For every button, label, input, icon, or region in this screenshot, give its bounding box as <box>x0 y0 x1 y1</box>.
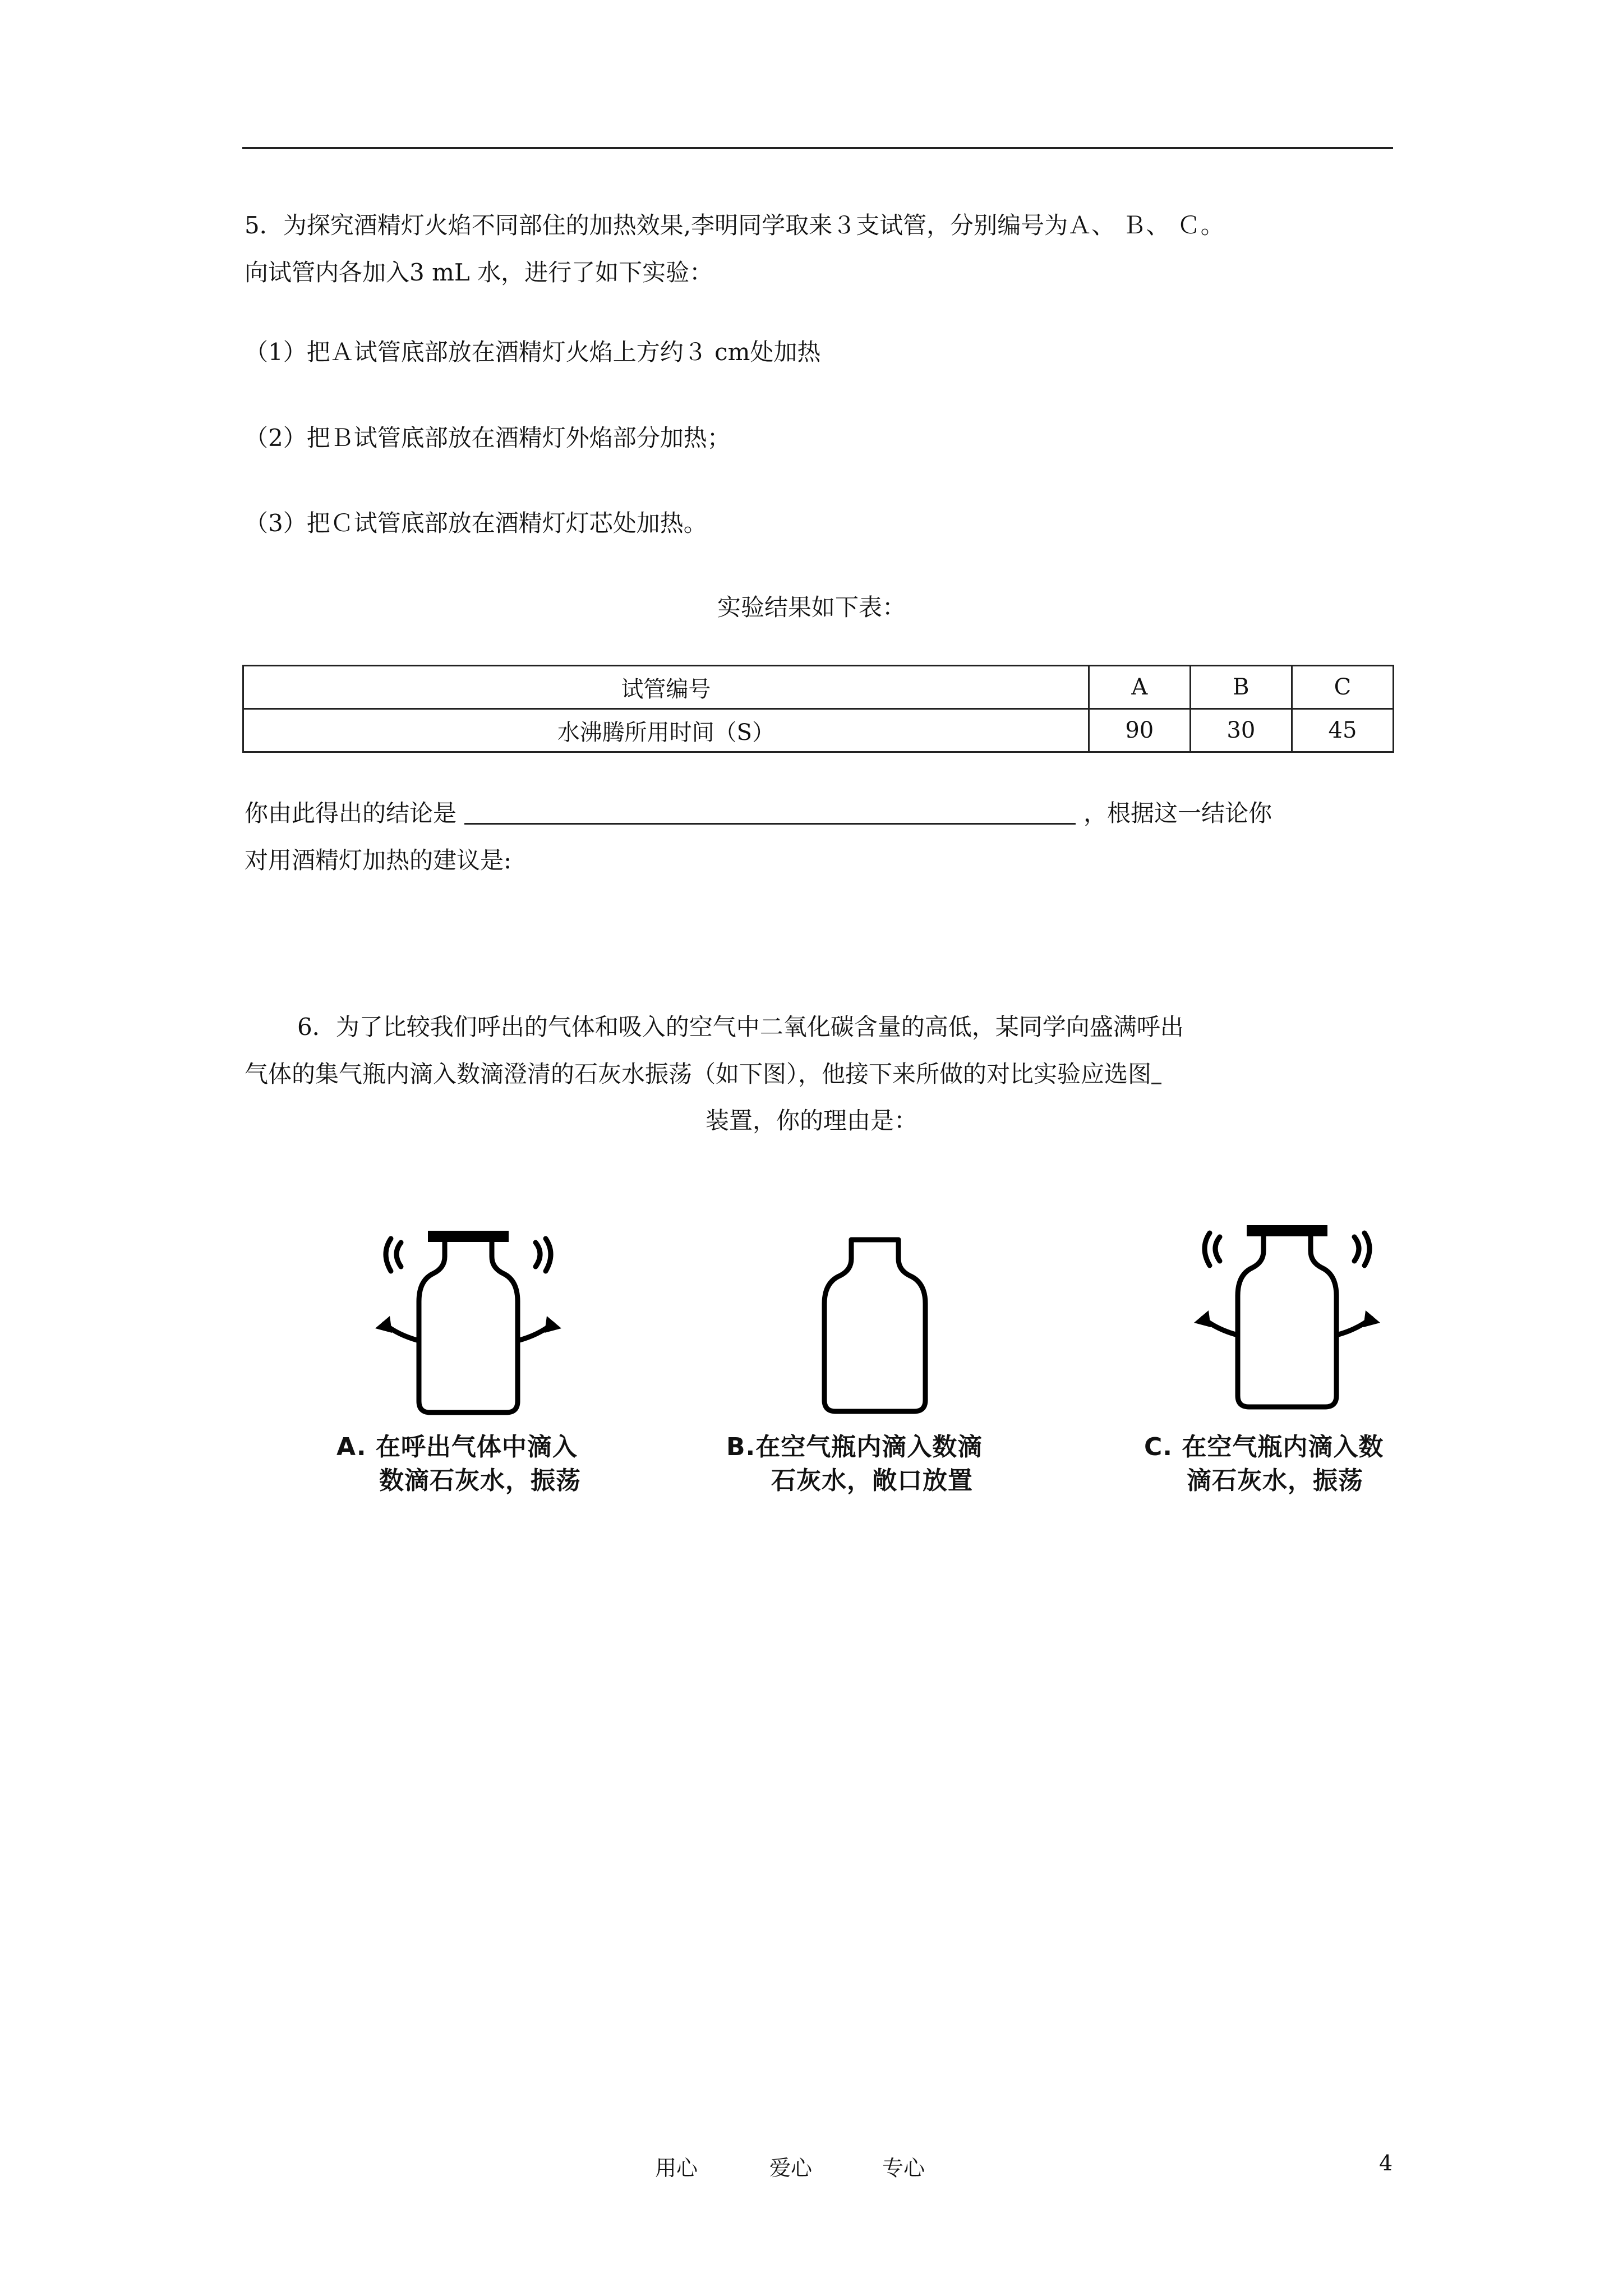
table-cell: B <box>1190 666 1292 709</box>
shaken-capped-bottle-icon <box>367 1223 569 1425</box>
q6-line3: 装置，你的理由是： <box>705 1107 917 1134</box>
shaken-capped-bottle-icon <box>1186 1217 1388 1419</box>
q5-step1: （1）把Ａ试管底部放在酒精灯火焰上方约３ cm处加热 <box>245 338 821 366</box>
open-bottle-icon <box>808 1223 942 1425</box>
q5-conclusion-line <box>245 792 1272 835</box>
table-cell: 90 <box>1089 709 1190 752</box>
figure-a <box>367 1223 569 1425</box>
q5-step2: （2）把Ｂ试管底部放在酒精灯外焰部分加热； <box>245 424 731 452</box>
figure-c-caption-line1: C. 在空气瓶内滴入数 <box>1144 1433 1384 1461</box>
conclusion-tail: ，根据这一结论你 <box>1083 799 1272 827</box>
q5-line1: 5．为探究酒精灯火焰不同部住的加热效果,李明同学取来３支试管，分别编号为Ａ、 Ｂ、 Ｃ。 <box>245 211 1224 239</box>
header-rule <box>242 147 1393 149</box>
results-table <box>242 665 1394 753</box>
figure-a-caption-line2: 数滴石灰水，振荡 <box>379 1466 581 1495</box>
table-intro: 实验结果如下表： <box>717 593 906 621</box>
q5-step3: （3）把Ｃ试管底部放在酒精灯灯芯处加热。 <box>245 509 707 537</box>
table-cell: 水沸腾所用时间（S） <box>243 709 1089 752</box>
table-cell: 30 <box>1190 709 1292 752</box>
table-cell: 45 <box>1292 709 1393 752</box>
table-cell: 试管编号 <box>243 666 1089 709</box>
figure-b-caption-line1: B.在空气瓶内滴入数滴 <box>726 1433 983 1461</box>
footer-motto-3: 专心 <box>882 2156 925 2180</box>
page-number: 4 <box>1379 2151 1393 2175</box>
figure-choice-blank[interactable] <box>1151 1058 1161 1084</box>
footer-motto-2: 爱心 <box>769 2156 813 2180</box>
figure-b-caption-line2: 石灰水，敞口放置 <box>771 1466 973 1495</box>
table-row <box>243 709 1394 752</box>
table-row <box>243 666 1394 709</box>
q5-line2: 向试管内各加入3 mL 水，进行了如下实验： <box>245 259 713 286</box>
q6-line2-wrap <box>245 1053 1161 1096</box>
footer-motto-1: 用心 <box>655 2156 698 2180</box>
figure-b <box>808 1223 942 1425</box>
q6-line1: 6．为了比较我们呼出的气体和吸入的空气中二氧化碳含量的高低，某同学向盛满呼出 <box>297 1013 1184 1041</box>
q6-line2: 气体的集气瓶内滴入数滴澄清的石灰水振荡（如下图），他接下来所做的对比实验应选图 <box>245 1060 1152 1088</box>
figure-c-caption-line2: 滴石灰水，振荡 <box>1187 1466 1363 1495</box>
figure-c <box>1186 1217 1388 1419</box>
table-cell: C <box>1292 666 1393 709</box>
conclusion-answer-blank[interactable] <box>464 795 1076 825</box>
q5-suggestion: 对用酒精灯加热的建议是: <box>245 846 512 874</box>
table-cell: A <box>1089 666 1190 709</box>
conclusion-label: 你由此得出的结论是 <box>245 799 457 827</box>
figure-a-caption-line1: A. 在呼出气体中滴入 <box>336 1433 578 1461</box>
